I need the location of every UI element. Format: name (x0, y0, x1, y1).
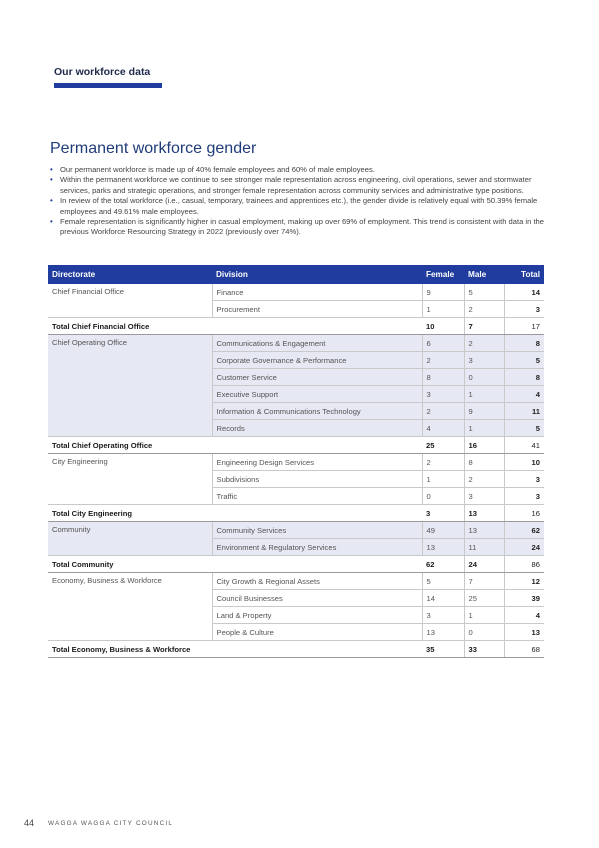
column-header-division: Division (212, 265, 422, 284)
bullet-text: Female representation is significantly higher in casual employment, making up over 69% of employment. This trend is consistent with data in the previous Workforce Resourcing Strategy in 2022 (previously over 74%). (60, 217, 544, 237)
male-cell: 2 (464, 335, 504, 352)
table-row (48, 522, 544, 539)
total-cell: 11 (504, 403, 544, 420)
female-cell: 2 (422, 454, 464, 471)
total-cell: 3 (504, 301, 544, 318)
division-cell: Environment & Regulatory Services (212, 539, 422, 556)
division-cell: Land & Property (212, 607, 422, 624)
page-title: Permanent workforce gender (50, 140, 257, 157)
male-cell: 7 (464, 573, 504, 590)
bullet-icon: • (50, 217, 53, 227)
division-cell: Subdivisions (212, 471, 422, 488)
total-female-cell: 35 (422, 641, 464, 658)
total-label-cell: Total Chief Financial Office (48, 318, 422, 335)
total-total-cell: 86 (504, 556, 544, 573)
table-total-row (48, 556, 544, 573)
bullet-list (50, 165, 544, 238)
female-cell: 6 (422, 335, 464, 352)
bullet-text: In review of the total workforce (i.e., casual, temporary, trainees and apprentices etc.), the gender divide is relatively equal with 50.39% female employees and 49.61% male employees. (60, 196, 538, 216)
division-cell: People & Culture (212, 624, 422, 641)
female-cell: 8 (422, 369, 464, 386)
female-cell: 5 (422, 573, 464, 590)
total-label-cell: Total Chief Operating Office (48, 437, 422, 454)
total-cell: 8 (504, 335, 544, 352)
female-cell: 49 (422, 522, 464, 539)
total-cell: 10 (504, 454, 544, 471)
bullet-icon: • (50, 175, 53, 185)
workforce-gender-table (48, 265, 544, 658)
total-cell: 12 (504, 573, 544, 590)
total-total-cell: 17 (504, 318, 544, 335)
table-total-row (48, 505, 544, 522)
total-male-cell: 16 (464, 437, 504, 454)
male-cell: 2 (464, 471, 504, 488)
table-row (48, 454, 544, 471)
male-cell: 3 (464, 488, 504, 505)
directorate-cell: Chief Operating Office (48, 335, 212, 437)
directorate-cell: City Engineering (48, 454, 212, 505)
total-cell: 3 (504, 471, 544, 488)
total-label-cell: Total Community (48, 556, 422, 573)
female-cell: 14 (422, 590, 464, 607)
table-row (48, 573, 544, 590)
division-cell: Corporate Governance & Performance (212, 352, 422, 369)
table-total-row (48, 641, 544, 658)
table-total-row (48, 318, 544, 335)
total-male-cell: 24 (464, 556, 504, 573)
male-cell: 25 (464, 590, 504, 607)
division-cell: Information & Communications Technology (212, 403, 422, 420)
total-cell: 5 (504, 352, 544, 369)
female-cell: 13 (422, 539, 464, 556)
total-total-cell: 41 (504, 437, 544, 454)
male-cell: 0 (464, 369, 504, 386)
total-label-cell: Total Economy, Business & Workforce (48, 641, 422, 658)
total-cell: 14 (504, 284, 544, 301)
male-cell: 8 (464, 454, 504, 471)
division-cell: Community Services (212, 522, 422, 539)
division-cell: Communications & Engagement (212, 335, 422, 352)
total-cell: 4 (504, 386, 544, 403)
division-cell: Council Businesses (212, 590, 422, 607)
total-label-cell: Total City Engineering (48, 505, 422, 522)
total-cell: 13 (504, 624, 544, 641)
division-cell: City Growth & Regional Assets (212, 573, 422, 590)
directorate-cell: Economy, Business & Workforce (48, 573, 212, 641)
table-row (48, 284, 544, 301)
female-cell: 3 (422, 386, 464, 403)
footer-org-name: WAGGA WAGGA CITY COUNCIL (48, 820, 174, 827)
total-total-cell: 68 (504, 641, 544, 658)
directorate-cell: Chief Financial Office (48, 284, 212, 318)
male-cell: 2 (464, 301, 504, 318)
bullet-icon: • (50, 165, 53, 174)
male-cell: 1 (464, 420, 504, 437)
division-cell: Traffic (212, 488, 422, 505)
section-label: Our workforce data (54, 66, 151, 78)
bullet-text: Within the permanent workforce we continue to see stronger male representation across engineering, civil operations, sewer and stormwater services, parks and strategic operations, and stronger female representation across community services and administrative type positions. (60, 175, 532, 195)
total-male-cell: 7 (464, 318, 504, 335)
table-row (48, 335, 544, 352)
female-cell: 9 (422, 284, 464, 301)
male-cell: 5 (464, 284, 504, 301)
female-cell: 1 (422, 301, 464, 318)
male-cell: 1 (464, 386, 504, 403)
male-cell: 1 (464, 607, 504, 624)
bullet-item (50, 196, 544, 217)
total-male-cell: 33 (464, 641, 504, 658)
bullet-text: Our permanent workforce is made up of 40% female employees and 60% of male employees. (60, 165, 375, 174)
female-cell: 4 (422, 420, 464, 437)
total-cell: 62 (504, 522, 544, 539)
total-female-cell: 62 (422, 556, 464, 573)
female-cell: 13 (422, 624, 464, 641)
female-cell: 3 (422, 607, 464, 624)
table-header-row (48, 265, 544, 284)
section-underline-bar (54, 83, 162, 88)
bullet-item (50, 175, 544, 196)
male-cell: 0 (464, 624, 504, 641)
total-cell: 24 (504, 539, 544, 556)
total-cell: 5 (504, 420, 544, 437)
male-cell: 9 (464, 403, 504, 420)
total-cell: 8 (504, 369, 544, 386)
total-female-cell: 25 (422, 437, 464, 454)
page-number: 44 (24, 818, 35, 828)
division-cell: Finance (212, 284, 422, 301)
bullet-icon: • (50, 196, 53, 206)
total-female-cell: 3 (422, 505, 464, 522)
male-cell: 3 (464, 352, 504, 369)
bullet-item (50, 165, 544, 175)
female-cell: 2 (422, 352, 464, 369)
total-cell: 3 (504, 488, 544, 505)
total-cell: 39 (504, 590, 544, 607)
column-header-total: Total (504, 265, 544, 284)
table-total-row (48, 437, 544, 454)
female-cell: 2 (422, 403, 464, 420)
male-cell: 13 (464, 522, 504, 539)
division-cell: Engineering Design Services (212, 454, 422, 471)
division-cell: Procurement (212, 301, 422, 318)
total-cell: 4 (504, 607, 544, 624)
division-cell: Executive Support (212, 386, 422, 403)
column-header-female: Female (422, 265, 464, 284)
table-body (48, 284, 544, 658)
bullet-item (50, 217, 544, 238)
column-header-male: Male (464, 265, 504, 284)
total-male-cell: 13 (464, 505, 504, 522)
female-cell: 0 (422, 488, 464, 505)
directorate-cell: Community (48, 522, 212, 556)
division-cell: Records (212, 420, 422, 437)
male-cell: 11 (464, 539, 504, 556)
column-header-directorate: Directorate (48, 265, 212, 284)
female-cell: 1 (422, 471, 464, 488)
division-cell: Customer Service (212, 369, 422, 386)
total-total-cell: 16 (504, 505, 544, 522)
total-female-cell: 10 (422, 318, 464, 335)
